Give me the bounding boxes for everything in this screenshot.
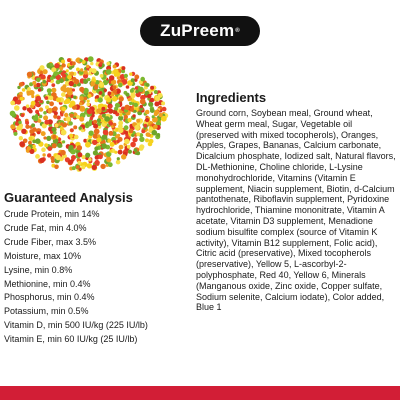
kibble-pellet bbox=[56, 97, 61, 102]
kibble-pellet bbox=[100, 74, 104, 78]
kibble-pellet bbox=[68, 145, 73, 150]
kibble-pellet bbox=[27, 87, 31, 91]
kibble-pellet bbox=[154, 110, 159, 115]
kibble-pellet bbox=[52, 135, 56, 139]
kibble-pellet bbox=[92, 140, 97, 145]
kibble-pellet bbox=[61, 60, 65, 64]
kibble-pellet bbox=[118, 128, 123, 133]
kibble-pellet bbox=[47, 153, 51, 157]
kibble-pellet bbox=[19, 82, 24, 87]
kibble-pellet bbox=[87, 94, 91, 98]
kibble-pellet bbox=[98, 97, 103, 102]
kibble-pellet bbox=[106, 97, 111, 102]
kibble-pellet bbox=[134, 75, 139, 80]
kibble-pellet bbox=[22, 88, 26, 92]
kibble-pellet bbox=[73, 125, 77, 129]
kibble-pellet bbox=[70, 129, 73, 132]
kibble-pellet bbox=[130, 89, 134, 93]
kibble-pellet bbox=[118, 150, 123, 155]
kibble-pellet bbox=[47, 88, 52, 93]
kibble-pellet bbox=[152, 115, 155, 118]
kibble-pellet bbox=[88, 131, 93, 136]
kibble-pellet bbox=[134, 103, 138, 107]
kibble-pellet bbox=[125, 93, 129, 97]
kibble-pellet bbox=[47, 108, 52, 113]
footer-band bbox=[0, 386, 400, 400]
kibble-pellet bbox=[16, 99, 21, 104]
kibble-pellet bbox=[150, 86, 154, 90]
kibble-pellet bbox=[131, 142, 134, 145]
kibble-pellet bbox=[44, 120, 49, 125]
kibble-pellet bbox=[116, 160, 121, 165]
kibble-pellet bbox=[88, 158, 92, 162]
kibble-pellet bbox=[134, 148, 138, 152]
kibble-pellet bbox=[31, 123, 35, 127]
kibble-pellet bbox=[129, 129, 134, 134]
kibble-pellet bbox=[87, 121, 92, 126]
guaranteed-analysis-heading: Guaranteed Analysis bbox=[4, 190, 133, 205]
kibble-pellet bbox=[127, 145, 131, 149]
kibble-pellet bbox=[135, 86, 138, 89]
kibble-pellet bbox=[74, 135, 79, 140]
kibble-pile-image bbox=[6, 52, 172, 172]
kibble-pellet bbox=[22, 106, 26, 110]
kibble-pellet bbox=[32, 140, 36, 144]
kibble-pellet bbox=[59, 78, 64, 83]
kibble-pellet bbox=[93, 120, 97, 124]
kibble-pellet bbox=[41, 131, 46, 136]
kibble-pellet bbox=[71, 155, 76, 160]
kibble-pellet bbox=[133, 110, 136, 113]
kibble-pellet bbox=[109, 75, 114, 80]
kibble-pellet bbox=[139, 144, 144, 149]
kibble-pellet bbox=[77, 161, 81, 165]
kibble-pellet bbox=[51, 88, 56, 93]
guaranteed-analysis-list bbox=[4, 208, 192, 347]
kibble-pellet bbox=[104, 89, 107, 92]
kibble-pellet bbox=[60, 127, 64, 131]
kibble-pellet bbox=[35, 102, 40, 107]
kibble-pellet bbox=[69, 134, 73, 138]
kibble-pellet bbox=[162, 107, 167, 112]
kibble-pellet bbox=[150, 108, 155, 113]
kibble-pellet bbox=[46, 136, 51, 141]
kibble-pellet bbox=[61, 92, 66, 97]
kibble-pellet bbox=[119, 96, 124, 101]
kibble-pellet bbox=[113, 89, 117, 93]
kibble-pellet bbox=[57, 143, 62, 148]
kibble-pellet bbox=[39, 158, 44, 163]
kibble-pellet bbox=[101, 143, 107, 149]
kibble-pellet bbox=[60, 150, 66, 156]
kibble-pellet bbox=[68, 160, 73, 165]
kibble-pellet bbox=[35, 154, 40, 159]
kibble-pellet bbox=[79, 102, 82, 105]
kibble-pellet bbox=[54, 165, 59, 170]
kibble-pellet bbox=[41, 75, 46, 80]
analysis-row: Moisture, max 10% bbox=[4, 250, 82, 261]
kibble-pellet bbox=[94, 160, 99, 165]
analysis-row: Vitamin E, min 60 IU/kg (25 IU/lb) bbox=[4, 334, 138, 345]
kibble-pellet bbox=[98, 154, 103, 159]
kibble-pellet bbox=[109, 121, 113, 125]
analysis-row: Vitamin D, min 500 IU/kg (225 IU/lb) bbox=[4, 320, 148, 331]
kibble-pellet bbox=[80, 68, 83, 71]
kibble-pellet bbox=[91, 68, 96, 73]
kibble-pellet bbox=[74, 79, 80, 85]
kibble-pellet bbox=[100, 164, 105, 169]
zupreem-logo bbox=[140, 16, 260, 46]
kibble-pellet bbox=[69, 81, 74, 86]
kibble-pellet bbox=[117, 76, 120, 79]
kibble-pellet bbox=[62, 107, 67, 112]
kibble-pellet bbox=[53, 106, 58, 111]
kibble-pellet bbox=[76, 165, 80, 169]
kibble-pellet bbox=[27, 146, 31, 150]
kibble-pellet bbox=[43, 136, 46, 139]
kibble-pellet bbox=[62, 140, 65, 143]
kibble-pellet bbox=[61, 63, 65, 67]
kibble-pellet bbox=[72, 166, 76, 170]
analysis-row: Crude Fat, min 4.0% bbox=[4, 222, 87, 233]
kibble-pellet bbox=[60, 113, 63, 116]
kibble-pellet bbox=[38, 119, 42, 123]
kibble-pellet bbox=[47, 146, 52, 151]
kibble-pellet bbox=[87, 78, 91, 82]
kibble-pellet bbox=[83, 70, 88, 75]
analysis-row: Crude Fiber, max 3.5% bbox=[4, 236, 97, 247]
kibble-pellet bbox=[112, 85, 116, 89]
kibble-pellet bbox=[161, 101, 165, 105]
kibble-pellet bbox=[60, 122, 63, 125]
kibble-pellet bbox=[43, 80, 47, 84]
kibble-pellet bbox=[16, 126, 20, 130]
kibble-pellet bbox=[70, 72, 74, 76]
kibble-pellet bbox=[52, 143, 57, 148]
kibble-pellet bbox=[40, 100, 43, 103]
kibble-pellet bbox=[141, 129, 145, 133]
kibble-pellet bbox=[112, 96, 118, 102]
analysis-row: Potassium, min 0.5% bbox=[4, 306, 89, 317]
kibble-pellet bbox=[88, 56, 94, 62]
kibble-pellet bbox=[155, 96, 160, 101]
kibble-pellet bbox=[136, 151, 140, 155]
kibble-pellet bbox=[87, 100, 90, 103]
kibble-pellet bbox=[79, 96, 84, 101]
analysis-row: Phosphorus, min 0.4% bbox=[4, 292, 95, 303]
kibble-pellet bbox=[121, 154, 126, 159]
kibble-pellet bbox=[113, 65, 117, 69]
kibble-pellet bbox=[39, 65, 44, 70]
kibble-pellet bbox=[118, 83, 123, 88]
kibble-pellet bbox=[18, 121, 22, 125]
kibble-pellet bbox=[109, 150, 112, 153]
kibble-pellet bbox=[69, 66, 73, 70]
kibble-pellet bbox=[37, 131, 40, 134]
kibble-pellet bbox=[90, 117, 94, 121]
kibble-pellet bbox=[115, 103, 120, 108]
kibble-pellet bbox=[10, 101, 15, 106]
kibble-pellet bbox=[77, 145, 83, 151]
kibble-pellet bbox=[90, 62, 93, 65]
kibble-pellet bbox=[140, 105, 143, 108]
kibble-pellet bbox=[135, 125, 140, 130]
kibble-pellet bbox=[101, 107, 105, 111]
kibble-pellet bbox=[69, 121, 73, 125]
kibble-pellet bbox=[121, 66, 125, 70]
kibble-pellet bbox=[73, 96, 76, 99]
kibble-pellet bbox=[55, 155, 61, 161]
kibble-pellet bbox=[90, 81, 95, 86]
kibble-pellet bbox=[103, 130, 108, 135]
kibble-pellet bbox=[124, 139, 130, 145]
kibble-pellet bbox=[131, 78, 135, 82]
kibble-pellet bbox=[136, 132, 140, 136]
kibble-pellet bbox=[136, 119, 140, 123]
kibble-pellet bbox=[124, 105, 129, 110]
kibble-pellet bbox=[39, 107, 43, 111]
kibble-pellet bbox=[116, 72, 120, 76]
kibble-pellet bbox=[70, 101, 76, 107]
kibble-pellet bbox=[21, 113, 25, 117]
kibble-pellet bbox=[86, 103, 90, 107]
analysis-row: Lysine, min 0.8% bbox=[4, 264, 73, 275]
kibble-pellet bbox=[50, 76, 54, 80]
kibble-pellet bbox=[108, 131, 113, 136]
kibble-pellet bbox=[140, 77, 145, 82]
kibble-pellet bbox=[144, 124, 148, 128]
kibble-pellet bbox=[148, 102, 153, 107]
kibble-pellet bbox=[32, 127, 37, 132]
kibble-pellet bbox=[93, 124, 98, 129]
kibble-pellet bbox=[76, 115, 80, 119]
kibble-pellet bbox=[25, 125, 29, 129]
kibble-pellet bbox=[38, 88, 42, 92]
kibble-pellet bbox=[76, 68, 80, 72]
kibble-pellet bbox=[50, 63, 54, 67]
registered-mark: ® bbox=[235, 28, 240, 34]
kibble-pellet bbox=[61, 130, 67, 136]
kibble-pellet bbox=[150, 98, 155, 103]
kibble-pellet bbox=[13, 132, 17, 136]
kibble-pellet bbox=[19, 141, 25, 147]
kibble-pellet bbox=[145, 138, 149, 142]
kibble-pellet bbox=[97, 118, 101, 122]
kibble-pellet bbox=[146, 83, 150, 87]
kibble-pellet bbox=[99, 82, 104, 87]
kibble-pellet bbox=[126, 85, 130, 89]
kibble-pellet bbox=[19, 92, 23, 96]
kibble-pellet bbox=[94, 146, 98, 150]
kibble-pellet bbox=[54, 111, 58, 115]
kibble-pellet bbox=[77, 152, 82, 157]
kibble-pellet bbox=[41, 147, 46, 152]
kibble-pellet bbox=[148, 142, 153, 147]
kibble-pellet bbox=[132, 114, 135, 117]
kibble-pellet bbox=[64, 100, 68, 104]
kibble-pellet bbox=[51, 159, 55, 163]
kibble-pellet bbox=[86, 65, 90, 69]
kibble-pellet bbox=[153, 125, 158, 130]
kibble-pellet bbox=[94, 86, 98, 90]
kibble-pellet bbox=[145, 110, 150, 115]
kibble-pellet bbox=[85, 153, 90, 158]
kibble-pellet bbox=[66, 87, 69, 90]
kibble-pellet bbox=[63, 84, 67, 88]
kibble-pellet bbox=[36, 78, 41, 83]
kibble-pellet bbox=[106, 157, 111, 162]
kibble-pellet bbox=[129, 97, 132, 100]
kibble-pellet bbox=[118, 121, 123, 126]
kibble-pellet bbox=[28, 136, 32, 140]
kibble-pellet bbox=[85, 142, 91, 148]
kibble-pellet bbox=[106, 62, 110, 66]
kibble-pellet bbox=[10, 111, 16, 117]
kibble-pellet bbox=[70, 114, 74, 118]
kibble-pellet bbox=[117, 134, 120, 137]
kibble-pellet bbox=[67, 58, 71, 62]
kibble-pellet bbox=[128, 118, 132, 122]
kibble-pellet bbox=[152, 130, 158, 136]
kibble-pellet bbox=[55, 123, 59, 127]
kibble-pellet bbox=[108, 162, 113, 167]
kibble-pellet bbox=[124, 125, 129, 130]
ingredients-text: Ground corn, Soybean meal, Ground wheat, Wheat germ meal, Sugar, Vegetable oil (preserved with mixed tocopherols), Oranges, Apples, Grapes, Bananas, Calcium carbonate, Dicalcium phosphate, Iodized salt, Natural flavors, DL-Methionine, Choline chloride, L-Lysine monohydrochloride, Vitamins (Vitamin E supplement, Niacin supplement, Biotin, d-Calcium pantothenate, Riboflavin supplement, Pyridoxine hydrochloride, Thiamine mononitrate, Vitamin A acetate, Vitamin D3 supplement, Menadione sodium bisulfite complex (source of Vitamin K activity), Vitamin B12 supplement, Folic acid), Citric acid (preservative), Mixed tocopherols (preservative), Yellow 5, L-ascorbyl-2-polyphosphate, Red 40, Yellow 6, Minerals (Manganous oxide, Zinc oxide, Copper sulfate, Sodium selenite, Calcium iodate), Color added, Blue 1 bbox=[196, 108, 396, 313]
kibble-pellet bbox=[108, 109, 113, 114]
kibble-pellet bbox=[64, 113, 68, 117]
kibble-pellet bbox=[135, 90, 139, 94]
kibble-pellet bbox=[101, 93, 104, 96]
kibble-pellet bbox=[129, 72, 132, 75]
kibble-pellet bbox=[32, 145, 35, 148]
kibble-pellet bbox=[51, 83, 55, 87]
kibble-pellet bbox=[117, 157, 120, 160]
kibble-pellet bbox=[145, 118, 149, 122]
kibble-pellet bbox=[29, 109, 33, 113]
kibble-pellet bbox=[25, 121, 29, 125]
kibble-pellet bbox=[129, 102, 132, 105]
analysis-row: Methionine, min 0.4% bbox=[4, 278, 91, 289]
kibble-pellet bbox=[147, 94, 151, 98]
kibble-pellet bbox=[53, 71, 58, 76]
kibble-pellet bbox=[28, 141, 32, 145]
kibble-pellet bbox=[27, 92, 31, 96]
kibble-pellet bbox=[43, 115, 48, 120]
kibble-pellet bbox=[81, 165, 85, 169]
kibble-pellet bbox=[139, 137, 144, 142]
kibble-pellet bbox=[79, 87, 84, 92]
kibble-pellet bbox=[31, 101, 36, 106]
kibble-pellet bbox=[79, 106, 85, 112]
kibble-pellet bbox=[140, 99, 146, 105]
kibble-pellet bbox=[42, 153, 45, 156]
kibble-pellet bbox=[97, 134, 100, 137]
kibble-pellet bbox=[83, 97, 87, 101]
kibble-pellet bbox=[117, 140, 120, 143]
kibble-pellet bbox=[108, 91, 112, 95]
kibble-pellet bbox=[44, 96, 48, 100]
kibble-pellet bbox=[49, 101, 54, 106]
kibble-pellet bbox=[124, 131, 128, 135]
kibble-pellet bbox=[19, 136, 23, 140]
kibble-pellet bbox=[14, 105, 20, 111]
kibble-pellet bbox=[138, 87, 144, 93]
kibble-pellet bbox=[133, 139, 137, 143]
kibble-pellet bbox=[44, 143, 48, 147]
kibble-pellet bbox=[52, 127, 57, 132]
kibble-pellet bbox=[43, 111, 47, 115]
kibble-pellet bbox=[79, 126, 82, 129]
kibble-pellet bbox=[54, 63, 59, 68]
kibble-pellet bbox=[124, 115, 128, 119]
ingredients-heading: Ingredients bbox=[196, 90, 267, 105]
kibble-pellet bbox=[32, 81, 36, 85]
kibble-pellet bbox=[156, 133, 160, 137]
kibble-pellet bbox=[104, 116, 110, 122]
kibble-pellet bbox=[159, 113, 163, 117]
kibble-pellet bbox=[106, 69, 112, 75]
kibble-pellet bbox=[72, 61, 76, 65]
kibble-pellet bbox=[110, 142, 115, 147]
analysis-row: Crude Protein, min 14% bbox=[4, 209, 100, 219]
kibble-pellet bbox=[124, 74, 128, 78]
kibble-pellet bbox=[119, 113, 122, 116]
kibble-pellet bbox=[46, 101, 50, 105]
kibble-pellet bbox=[146, 132, 151, 137]
kibble-pellet bbox=[92, 165, 97, 170]
kibble-pellet bbox=[79, 59, 82, 62]
kibble-pellet bbox=[21, 129, 26, 134]
kibble-pellet bbox=[107, 139, 111, 143]
kibble-pellet bbox=[109, 105, 112, 108]
kibble-pellet bbox=[31, 95, 34, 98]
kibble-pellet bbox=[119, 145, 124, 150]
kibble-pellet bbox=[87, 109, 93, 115]
kibble-pellet bbox=[87, 163, 92, 168]
brand-name: ZuPreem bbox=[160, 21, 235, 40]
kibble-pellet bbox=[154, 90, 158, 94]
kibble-pellet bbox=[114, 151, 117, 154]
kibble-pellet bbox=[113, 123, 117, 127]
kibble-pellet bbox=[27, 72, 33, 78]
kibble-pellet bbox=[99, 62, 102, 65]
